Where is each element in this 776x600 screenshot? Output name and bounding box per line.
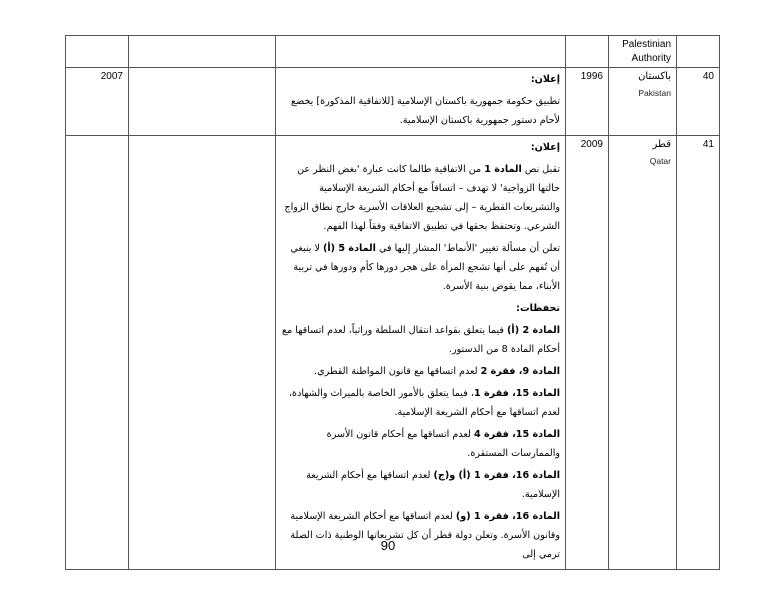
year-cell: 1996 (566, 68, 609, 136)
state-name-en: Qatar (649, 155, 671, 166)
blank-cell (129, 136, 276, 570)
declaration-heading: إعلان: (530, 142, 560, 153)
declaration-paragraph-1: تقبل نص المادة 1 من الاتفاقية طالما كانت عبارة 'بغض النظر عن حالتها الزواجية' لا تهدف – اتساقاً مع أحكام الشريعة الإسلامية والتشريعات القطرية – إلى تشجيع العلاقات الأسرية خارج نطاق الزواج الشرعي. وتحتفظ بحقها في تطبيق الاتفاقية وفقاً لهذا الفهم. (284, 164, 560, 232)
row-number-cell: 41 (677, 136, 720, 570)
declaration-heading: إعلان: (530, 74, 560, 85)
state-name-en: Pakistan (638, 87, 671, 98)
reservation-item: المادة 16، فقرة 1 (و) لعدم اتساقها مع أحكام الشريعة الإسلامية وقانون الأسرة. وتعلن دولة قطر أن كل تشريعاتها الوطنية ذات الصلة ترمي إلى (290, 511, 560, 560)
table-row-palestinian-authority (66, 36, 720, 68)
ratification-year-cell (66, 136, 129, 570)
table-row-qatar (66, 136, 720, 570)
state-cell (609, 36, 677, 68)
reservation-text-cell (276, 68, 566, 136)
reservation-text-cell (276, 36, 566, 68)
reservation-item: المادة 2 (أ) فيما يتعلق بقواعد انتقال السلطة وراثياً، لعدم اتساقها مع أحكام المادة 8 من الدستور. (282, 325, 560, 355)
blank-cell (129, 36, 276, 68)
table-row-pakistan (66, 68, 720, 136)
reservations-heading: تحفظات: (516, 303, 560, 314)
reservation-item: المادة 15، فقرة 4 لعدم اتساقها مع أحكام قانون الأسرة والممارسات المستقرة. (326, 429, 560, 459)
reservation-item: المادة 16، فقرة 1 (أ) و(ج) لعدم اتساقها مع أحكام الشريعة الإسلامية. (306, 470, 560, 500)
ratification-year-cell: 2007 (66, 68, 129, 136)
declaration-text: تطبيق حكومة جمهورية باكستان الإسلامية [للاتفاقية المذكورة] يخضع لأحام دستور جمهورية باكستان الإسلامية. (291, 96, 560, 126)
year-cell (566, 36, 609, 68)
row-number-cell: 40 (677, 68, 720, 136)
reservation-item: المادة 15، فقرة 1، فيما يتعلق بالأمور الخاصة بالميراث والشهادة، لعدم اتساقها مع أحكام الشريعة الإسلامية. (288, 388, 560, 418)
state-name-ar: باكستان (638, 71, 671, 82)
row-number-cell (677, 36, 720, 68)
year-cell: 2009 (566, 136, 609, 570)
reservations-table (65, 35, 720, 570)
blank-cell (129, 68, 276, 136)
page-number: 90 (380, 538, 396, 553)
ratification-year-cell (66, 36, 129, 68)
declaration-paragraph-2: تعلن أن مسألة تغيير 'الأنماط' المشار إليها في المادة 5 (أ) لا ينبغي أن تُفهم على أنها تشجع المرأة على هجر دورها كأم ودورها في تربية الأبناء، مما يقوض بنية الأسرة. (290, 243, 560, 292)
state-cell (609, 68, 677, 136)
state-name-en: Palestinian Authority (622, 39, 671, 64)
reservation-item: المادة 9، فقرة 2 لعدم اتساقها مع قانون المواطنة القطري. (314, 366, 560, 377)
reservation-text-cell (276, 136, 566, 570)
state-cell (609, 136, 677, 570)
state-name-ar: قطر (652, 139, 671, 150)
